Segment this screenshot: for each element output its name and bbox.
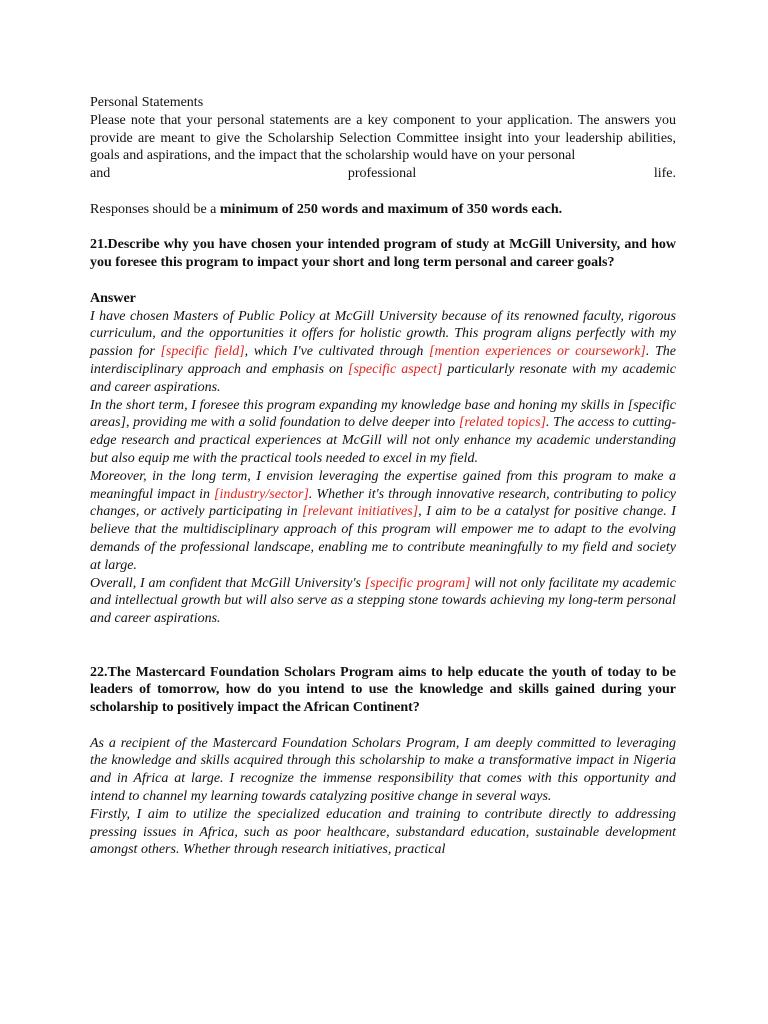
a21p4-text-1: Overall, I am confident that McGill University's xyxy=(90,575,365,591)
a21p1-text-2: , which I've cultivated through xyxy=(244,344,430,360)
answer-label: Answer xyxy=(90,290,136,306)
answer-21-paragraph-2 xyxy=(90,397,676,468)
a21p3-text-1: Moreover, in the long term, I envision leveraging the expertise gained from this program to make a meaningful impact in xyxy=(90,468,676,502)
placeholder-specific-aspect: [specific aspect] xyxy=(348,361,443,377)
placeholder-relevant-initiatives: [relevant initiatives] xyxy=(302,504,419,520)
placeholder-experiences: [mention experiences or coursework] xyxy=(429,344,646,360)
a21p1-text-1: I have chosen Masters of Public Policy at McGill University because of its renowned faculty, rigorous curriculum, and the opportunities it offers for holistic growth. This program aligns perfectly with my passion for xyxy=(90,308,676,360)
a21p4-text-2: will not only facilitate my academic and intellectual growth but will also serve as a stepping stone towards achieving my long-term personal and career aspirations. xyxy=(90,575,676,627)
intro-word-1: and xyxy=(90,166,111,182)
a21p2-text-2: . The access to cutting-edge research and practical experiences at McGill will not only enhance my academic understanding but also equip me with the practical tools needed to excel in my field. xyxy=(90,415,676,466)
document-page xyxy=(90,94,676,859)
a21p1-text-3: . The interdisciplinary approach and emphasis on xyxy=(90,344,677,377)
intro-word-3: life. xyxy=(653,166,676,182)
placeholder-industry-sector: [industry/sector] xyxy=(214,486,309,502)
answer-21-paragraph-3 xyxy=(90,468,676,575)
a21p3-text-3: , I aim to be a catalyst for positive change. I believe that the multidisciplinary approach of this program will empower me to adapt to the evolving demands of the professional landscape, enabling me to contribute meaningfully to my field and society at large. xyxy=(90,504,676,573)
doc-heading: Personal Statements xyxy=(90,95,204,110)
placeholder-specific-field: [specific field] xyxy=(160,344,245,360)
placeholder-related-topics: [related topics] xyxy=(458,415,547,431)
intro-last-line xyxy=(90,165,676,183)
a21p1-text-4: particularly resonate with my academic and career aspirations. xyxy=(90,361,677,395)
question-21: 21.Describe why you have chosen your intended program of study at McGill University, and how you foresee this program to impact your short and long term personal and career goals? xyxy=(90,237,676,271)
a21p2-text-1: In the short term, I foresee this program expanding my knowledge base and honing my skills in [specific areas], providing me with a solid foundation to delve deeper into xyxy=(90,397,676,431)
responses-note xyxy=(90,201,676,219)
intro-paragraph xyxy=(90,112,676,165)
answer-22-paragraph-2: Firstly, I aim to utilize the specialized education and training to contribute directly to addressing pressing issues in Africa, such as poor healthcare, substandard education, sustainable development amongst others. Whether through research initiatives, practical xyxy=(90,806,676,858)
intro-text: Please note that your personal statements are a key component to your application. The answers you provide are meant to give the Scholarship Selection Committee insight into your leadership abilities, goals and aspirations, and the impact that the scholarship would have on your personal xyxy=(90,112,676,164)
a21p3-text-2: . Whether it's through innovative research, contributing to policy changes, or actively participating in xyxy=(90,486,676,520)
answer-21-paragraph-4 xyxy=(90,575,676,628)
placeholder-specific-program: [specific program] xyxy=(364,575,471,591)
responses-prefix: Responses should be a xyxy=(90,201,220,217)
question-22: 22.The Mastercard Foundation Scholars Program aims to help educate the youth of today to be leaders of tomorrow, how do you intend to use the knowledge and skills gained during your scholarship to positively impact the African Continent? xyxy=(90,664,676,716)
answer-22-paragraph-1: As a recipient of the Mastercard Foundation Scholars Program, I am deeply committed to leveraging the knowledge and skills acquired through this scholarship to make a transformative impact in Nigeria and in Africa at large. I recognize the immense responsibility that comes with this opportunity and intend to channel my learning towards catalyzing positive change in several ways. xyxy=(90,735,676,805)
responses-limit: minimum of 250 words and maximum of 350 words each. xyxy=(219,201,563,217)
intro-word-2: professional xyxy=(347,166,417,182)
answer-21-paragraph-1 xyxy=(90,308,676,397)
